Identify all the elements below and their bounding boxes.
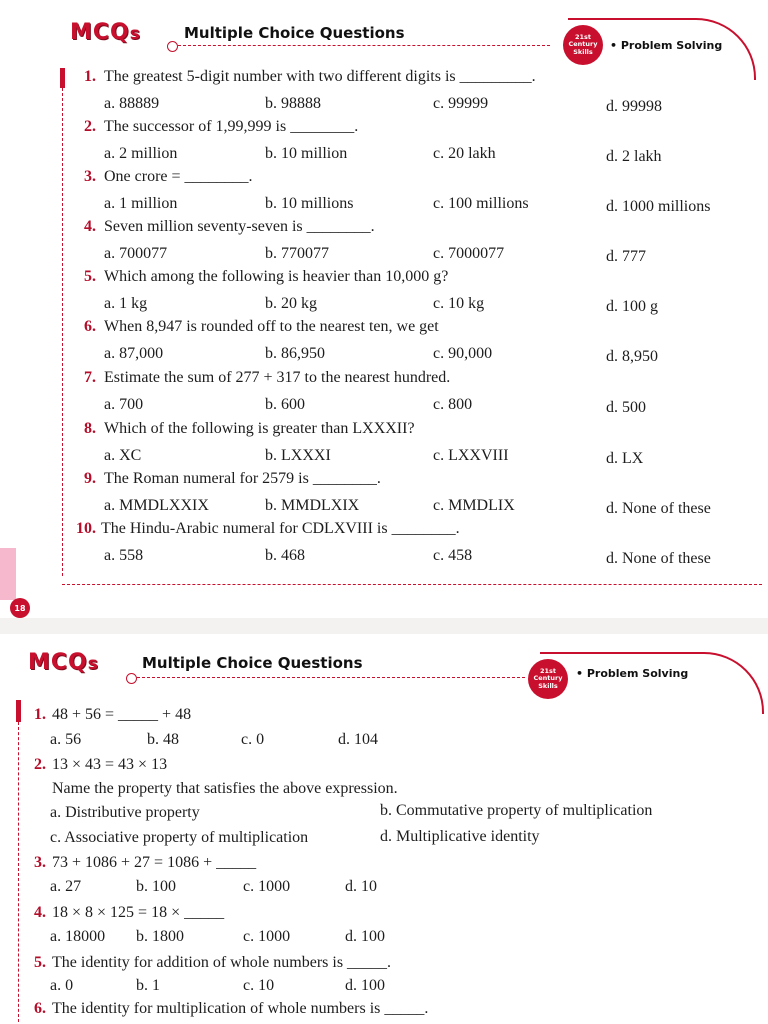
answer-option: b. 10 millions (265, 195, 354, 212)
answer-option: a. 700 (104, 396, 144, 413)
question-text: The Hindu-Arabic numeral for CDLXVIII is ________. (101, 520, 460, 537)
question-number: 1. (84, 68, 96, 85)
answer-option: a. 27 (50, 878, 82, 895)
badge-line-3: Skills (538, 681, 558, 690)
skill-label: • Problem Solving (576, 667, 689, 680)
question-number: 4. (34, 904, 46, 921)
answer-option: d. 8,950 (606, 348, 658, 365)
question-text: The greatest 5-digit number with two different digits is _________. (104, 68, 536, 85)
answer-option: c. 20 lakh (433, 145, 496, 162)
answer-option: a. Distributive property (50, 804, 200, 821)
question-subtext: Name the property that satisfies the above expression. (52, 780, 398, 797)
question-text: The Roman numeral for 2579 is ________. (104, 470, 381, 487)
answer-option: a. 87,000 (104, 345, 164, 362)
answer-option: a. 700077 (104, 245, 168, 262)
mcq-logo-s: s (129, 24, 141, 44)
question-text: Which of the following is greater than LXXXII? (104, 420, 415, 437)
left-accent-bar (16, 700, 21, 722)
header-dot (167, 41, 178, 52)
question-number: 3. (34, 854, 46, 871)
answer-option: b. 100 (136, 878, 176, 895)
page-title: Multiple Choice Questions (184, 24, 405, 42)
answer-option: c. 10 (243, 977, 275, 994)
skill-label: • Problem Solving (610, 39, 723, 52)
mcq-logo-main: MCQ (70, 20, 130, 45)
left-accent-bar (60, 68, 65, 88)
answer-option: d. 1000 millions (606, 198, 711, 215)
answer-option: b. LXXXI (265, 447, 331, 464)
question-text: The identity for addition of whole numbers is _____. (52, 954, 392, 971)
answer-option: c. Associative property of multiplication (50, 829, 309, 846)
question-number: 8. (84, 420, 96, 437)
answer-option: d. None of these (606, 500, 711, 517)
answer-option: c. 100 millions (433, 195, 529, 212)
left-dashed-rule (62, 88, 63, 576)
question-text: Estimate the sum of 277 + 317 to the nearest hundred. (104, 369, 451, 386)
question-text: The identity for multiplication of whole numbers is _____. (52, 1000, 429, 1017)
answer-option: c. 1000 (243, 878, 291, 895)
answer-option: b. 468 (265, 547, 305, 564)
question-number: 10. (76, 520, 96, 537)
answer-option: a. 18000 (50, 928, 106, 945)
answer-option: a. 56 (50, 731, 82, 748)
question-number: 6. (84, 318, 96, 335)
answer-option: d. 104 (338, 731, 378, 748)
page-edge-tab (0, 548, 16, 600)
badge-line-2: Century (533, 674, 563, 683)
question-text: The successor of 1,99,999 is ________. (104, 118, 359, 135)
answer-option: c. MMDLIX (433, 497, 515, 514)
answer-option: d. LX (606, 450, 644, 467)
question-text: Seven million seventy-seven is ________. (104, 218, 375, 235)
skills-arc (540, 652, 764, 714)
badge-line-2: Century (568, 40, 598, 49)
answer-option: b. Commutative property of multiplication (380, 802, 653, 819)
answer-option: d. 100 g (606, 298, 658, 315)
left-dashed-rule (18, 722, 19, 1022)
answer-option: d. 100 (345, 928, 385, 945)
answer-option: b. 86,950 (265, 345, 325, 362)
answer-option: d. 99998 (606, 98, 662, 115)
answer-option: b. 20 kg (265, 295, 317, 312)
answer-option: c. 800 (433, 396, 473, 413)
answer-option: a. 1 million (104, 195, 178, 212)
question-number: 5. (84, 268, 96, 285)
question-number: 4. (84, 218, 96, 235)
answer-option: b. 98888 (265, 95, 321, 112)
answer-option: c. 7000077 (433, 245, 505, 262)
question-number: 5. (34, 954, 46, 971)
answer-option: c. 1000 (243, 928, 291, 945)
answer-option: c. 99999 (433, 95, 489, 112)
answer-option: b. MMDLXIX (265, 497, 360, 514)
answer-option: d. Multiplicative identity (380, 828, 540, 845)
answer-option: c. 90,000 (433, 345, 493, 362)
answer-option: c. 10 kg (433, 295, 485, 312)
badge-line-1: 21st (574, 32, 592, 41)
answer-option: b. 600 (265, 396, 305, 413)
answer-option: c. 458 (433, 547, 473, 564)
question-text: Which among the following is heavier than 10,000 g? (104, 268, 449, 285)
page-title: Multiple Choice Questions (142, 654, 363, 672)
answer-option: a. 2 million (104, 145, 178, 162)
answer-option: d. None of these (606, 550, 711, 567)
question-text: 48 + 56 = _____ + 48 (52, 706, 192, 723)
question-number: 3. (84, 168, 96, 185)
bottom-dashed-rule (62, 584, 762, 585)
badge-line-3: Skills (573, 47, 593, 56)
badge-line-1: 21st (539, 666, 557, 675)
mcq-logo-main: MCQ (28, 650, 88, 675)
question-number: 2. (34, 756, 46, 773)
question-text: 73 + 1086 + 27 = 1086 + _____ (52, 854, 257, 871)
answer-option: c. 0 (241, 731, 265, 748)
answer-option: d. 100 (345, 977, 385, 994)
question-number: 6. (34, 1000, 46, 1017)
answer-option: a. MMDLXXIX (104, 497, 209, 514)
answer-option: b. 1 (136, 977, 160, 994)
header-rule (137, 677, 525, 678)
answer-option: a. 88889 (104, 95, 160, 112)
answer-option: a. 1 kg (104, 295, 148, 312)
century-skills-badge (528, 659, 568, 699)
header-rule (178, 45, 550, 46)
answer-option: a. XC (104, 447, 142, 464)
question-text: When 8,947 is rounded off to the nearest ten, we get (104, 318, 439, 335)
mcq-logo-s: s (87, 654, 99, 674)
question-number: 1. (34, 706, 46, 723)
question-number: 2. (84, 118, 96, 135)
answer-option: b. 1800 (136, 928, 184, 945)
mcq-logo (70, 20, 141, 45)
page-number: 18 (10, 598, 30, 618)
answer-option: b. 10 million (265, 145, 348, 162)
mcq-logo (28, 650, 99, 675)
answer-option: d. 777 (606, 248, 646, 265)
header-dot (126, 673, 137, 684)
question-number: 7. (84, 369, 96, 386)
question-text: 18 × 8 × 125 = 18 × _____ (52, 904, 225, 921)
answer-option: b. 770077 (265, 245, 329, 262)
answer-option: a. 558 (104, 547, 144, 564)
answer-option: d. 500 (606, 399, 646, 416)
question-text: 13 × 43 = 43 × 13 (52, 756, 168, 773)
answer-option: d. 10 (345, 878, 377, 895)
mcq-section-2 (0, 630, 768, 1024)
question-number: 9. (84, 470, 96, 487)
answer-option: c. LXXVIII (433, 447, 509, 464)
answer-option: d. 2 lakh (606, 148, 662, 165)
answer-option: b. 48 (147, 731, 179, 748)
question-text: One crore = ________. (104, 168, 253, 185)
answer-option: a. 0 (50, 977, 74, 994)
century-skills-badge (563, 25, 603, 65)
